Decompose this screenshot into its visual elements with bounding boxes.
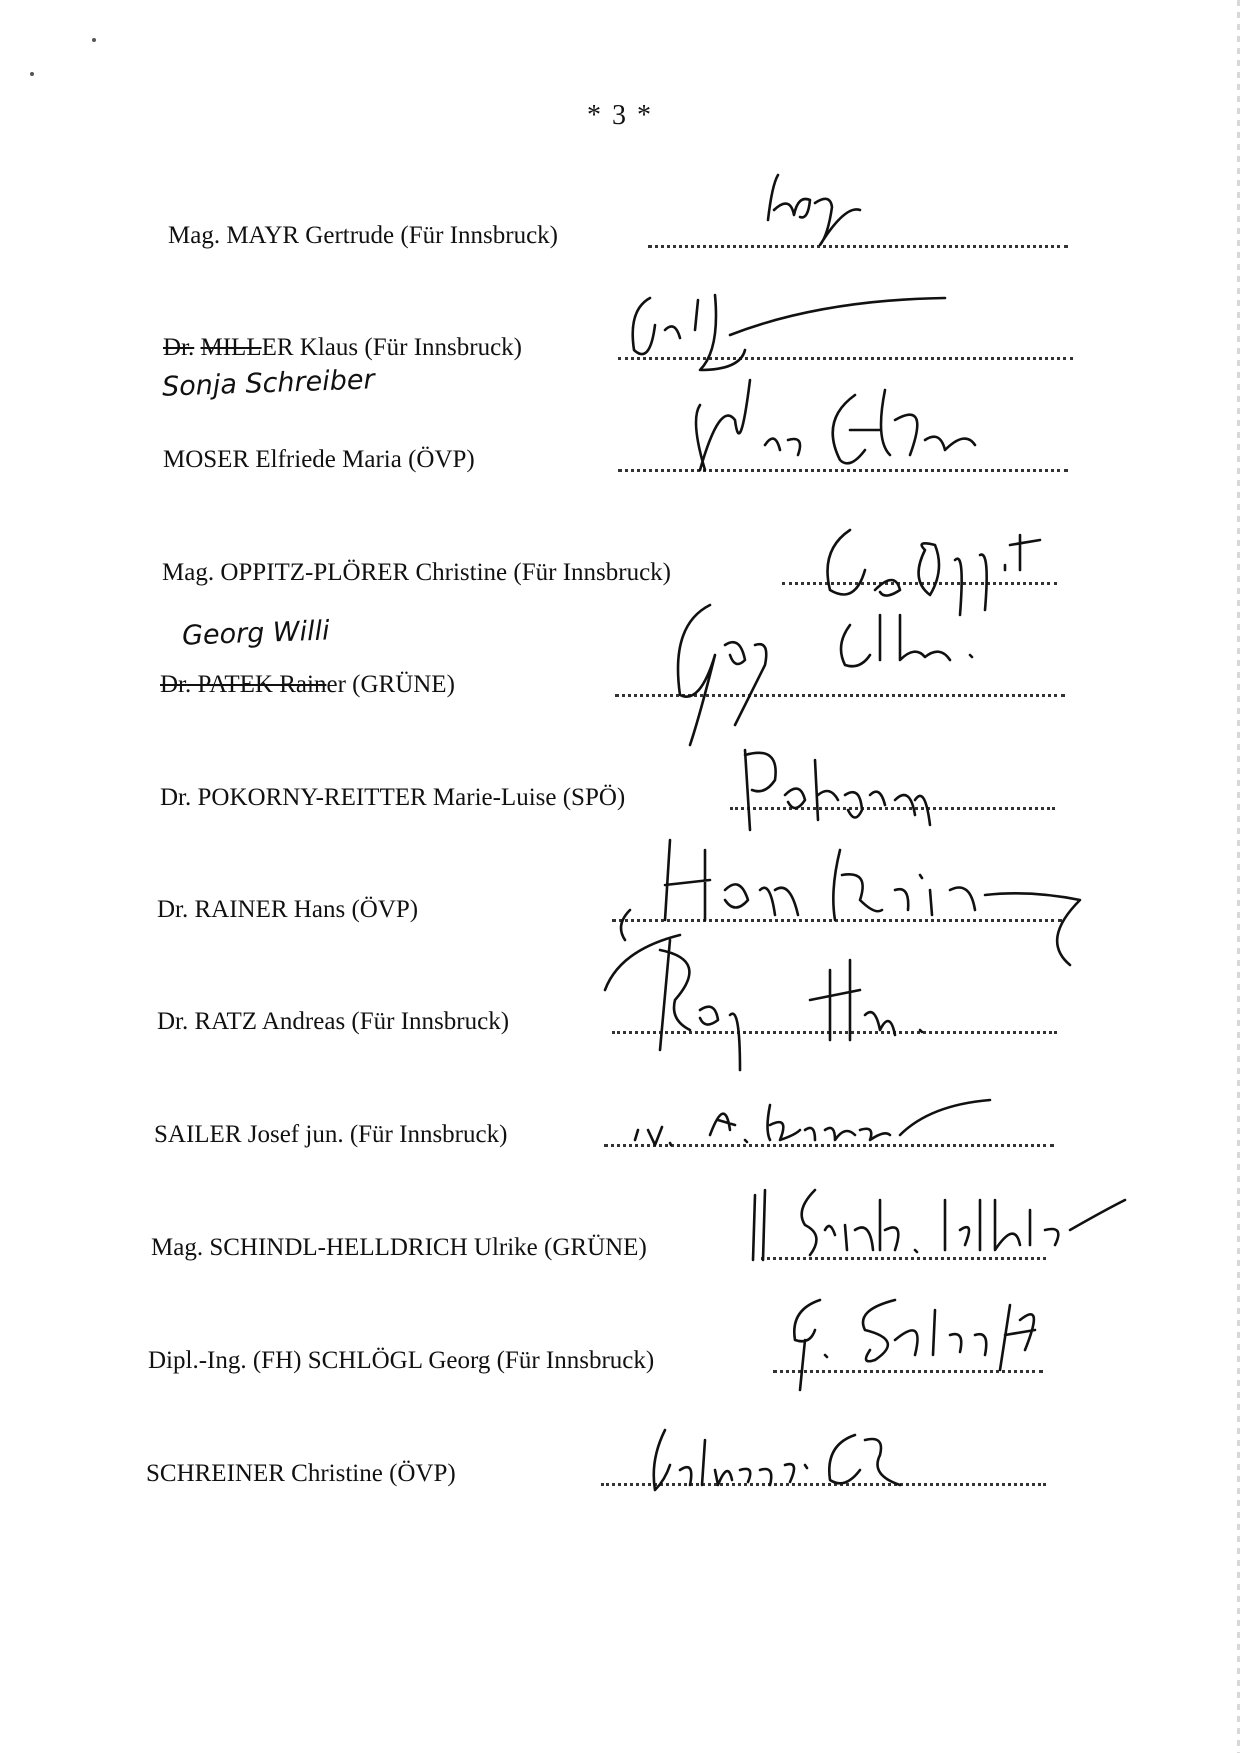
member-surname: POKORNY-REITTER Marie-Luise bbox=[197, 784, 557, 811]
member-party: (GRÜNE) bbox=[544, 1234, 647, 1261]
member-name bbox=[160, 671, 455, 699]
signature-sailer bbox=[630, 1085, 1000, 1155]
member-name bbox=[157, 1008, 509, 1036]
member-party: (SPÖ) bbox=[562, 784, 626, 811]
member-name bbox=[157, 896, 418, 924]
member-surname: RAINER Hans bbox=[194, 896, 346, 923]
signature-schindl bbox=[745, 1180, 1135, 1270]
scan-speck bbox=[92, 38, 96, 42]
member-surname: SCHLÖGL Georg bbox=[307, 1347, 491, 1374]
member-title: Mag. bbox=[168, 222, 221, 249]
member-surname: OPPITZ-PLÖRER Christine bbox=[220, 559, 508, 586]
signature-schreiner bbox=[640, 1420, 920, 1500]
member-name bbox=[151, 1234, 647, 1262]
handwritten-replacement-name: Georg Willi bbox=[181, 615, 331, 652]
member-name bbox=[148, 1347, 654, 1375]
signature-schloegl bbox=[775, 1290, 1055, 1400]
member-name bbox=[154, 1121, 507, 1149]
member-surname: MOSER Elfriede Maria bbox=[163, 446, 402, 473]
member-title: Dipl.-Ing. (FH) bbox=[148, 1347, 302, 1374]
scan-speck bbox=[30, 72, 34, 76]
handwritten-replacement-name: Sonja Schreiber bbox=[161, 364, 376, 403]
signature-mayr bbox=[760, 165, 870, 255]
member-title: Dr. bbox=[157, 1008, 189, 1035]
member-party: (ÖVP) bbox=[351, 896, 419, 923]
member-party: (Für Innsbruck) bbox=[351, 1008, 510, 1035]
member-surname-struck: MILL bbox=[200, 334, 262, 361]
member-name bbox=[168, 222, 558, 250]
member-name bbox=[160, 784, 625, 812]
member-surname: SAILER Josef jun. bbox=[154, 1121, 344, 1148]
signature-ratz bbox=[600, 930, 960, 1080]
member-surname: RATZ Andreas bbox=[194, 1008, 346, 1035]
member-name bbox=[163, 446, 475, 474]
member-party: (Für Innsbruck) bbox=[513, 559, 672, 586]
member-surname-rest: ER Klaus bbox=[261, 334, 359, 361]
signature-moser bbox=[680, 360, 980, 490]
member-party: (Für Innsbruck) bbox=[349, 1121, 508, 1148]
member-title: Mag. bbox=[151, 1234, 204, 1261]
member-name bbox=[163, 334, 522, 362]
member-party: (ÖVP) bbox=[408, 446, 475, 473]
page-number: * 3 * bbox=[587, 100, 653, 131]
member-title-struck: Dr. bbox=[163, 334, 195, 361]
member-name bbox=[146, 1460, 456, 1488]
member-surname: SCHREINER Christine bbox=[146, 1460, 383, 1487]
member-title: Dr. bbox=[160, 784, 192, 811]
member-party: (Für Innsbruck) bbox=[496, 1347, 655, 1374]
signature-willi bbox=[660, 585, 990, 755]
member-surname-rest: er bbox=[326, 671, 346, 698]
member-party: (Für Innsbruck) bbox=[400, 222, 558, 249]
member-party: (Für Innsbruck) bbox=[364, 334, 522, 361]
member-party: (ÖVP) bbox=[389, 1460, 456, 1487]
member-party: (GRÜNE) bbox=[352, 671, 455, 698]
member-surname-struck: Dr. PATEK Rain bbox=[160, 671, 327, 698]
signature-row-mayr bbox=[168, 216, 1068, 256]
member-title: Dr. bbox=[157, 896, 189, 923]
member-surname: SCHINDL-HELLDRICH Ulrike bbox=[209, 1234, 538, 1261]
member-surname: MAYR Gertrude bbox=[226, 222, 395, 249]
member-name bbox=[162, 559, 671, 587]
signature-pokorny bbox=[730, 740, 940, 840]
member-title: Mag. bbox=[162, 559, 215, 586]
